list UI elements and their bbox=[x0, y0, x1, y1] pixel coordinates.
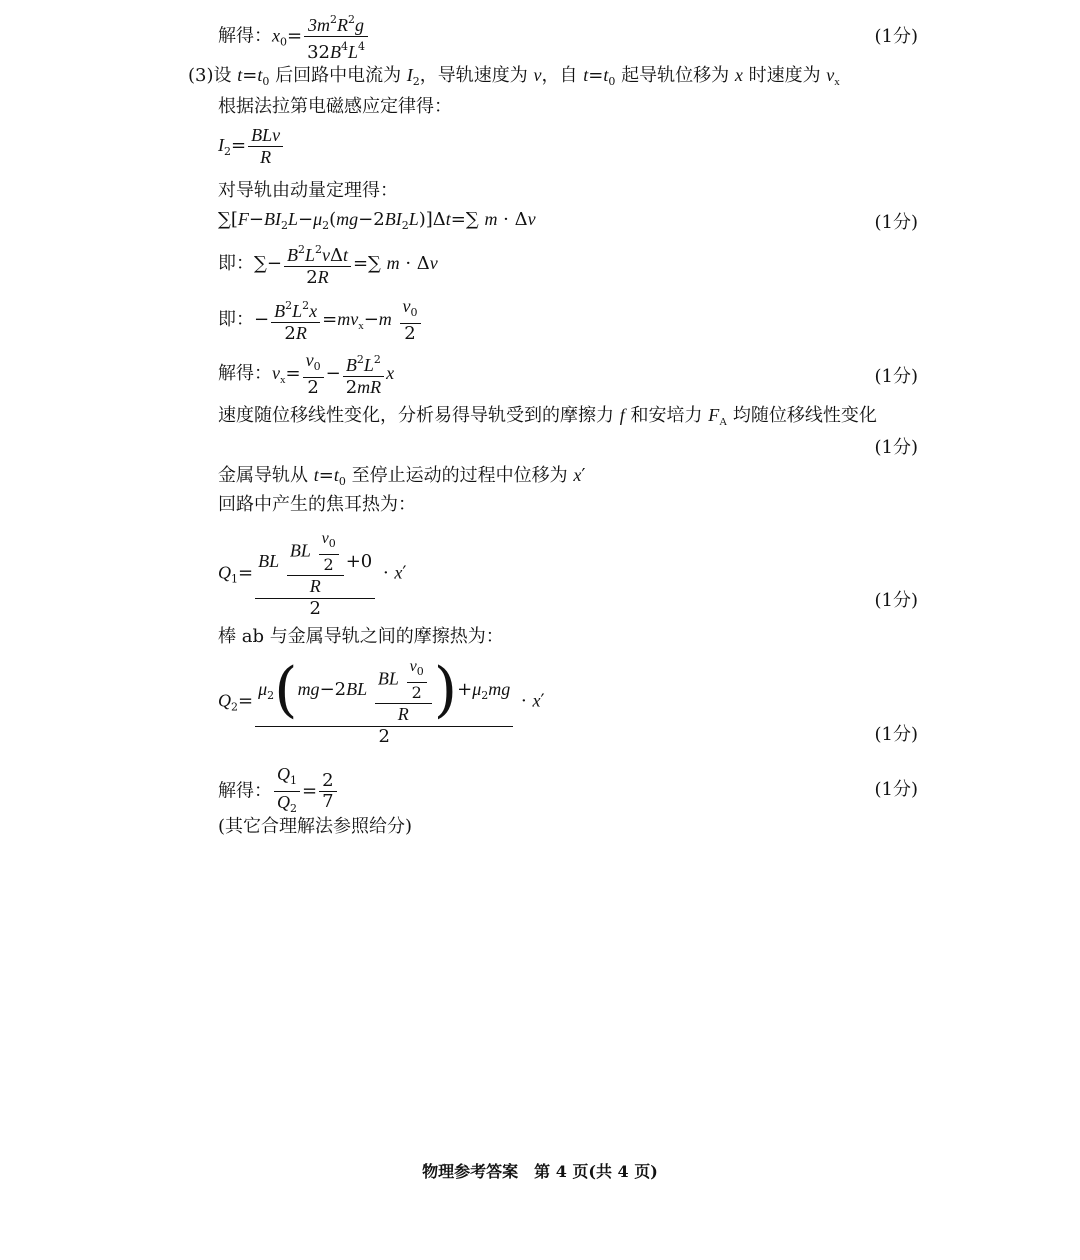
score-4: (1分) bbox=[874, 437, 918, 458]
page-footer: 物理参考答案 第 4 页(共 4 页) bbox=[422, 1162, 658, 1181]
text-jiede: 解得： bbox=[218, 25, 272, 47]
equation-x0: 解得：$x_0=$ $\frac{3m^2R^2g}{32B^4L^4}$ bbox=[218, 10, 370, 63]
momentum-text: 对导轨由动量定理得： bbox=[218, 180, 398, 201]
equation-momentum: $\sum[F-BI_2L-\mu_2(mg-2BI_2L)]\Delta t=\sum$ m · Δv bbox=[218, 209, 536, 232]
faraday-text: 根据法拉第电磁感应定律得： bbox=[218, 96, 452, 117]
linear-text: 速度随位移线性变化，分析易得导轨受到的摩擦力 f 和安培力 $F_A$ 均随位移线性变化 bbox=[218, 405, 877, 428]
equation-q1: $Q_1=$ BL BL $\frac{v_0}{2}$ R +0 2 · x′ bbox=[218, 530, 407, 619]
joule-text: 回路中产生的焦耳热为： bbox=[218, 494, 416, 515]
score-6: (1分) bbox=[874, 724, 918, 745]
equation-q2: $Q_2=$ $\mu_2(mg-2BL$ BL $\frac{v_0}{2}$ R )$+\mu_2mg$ 2 · x′ bbox=[218, 655, 545, 747]
equation-ratio: 解得： $\frac{Q_1}{Q_2}$ = $\frac{2}{7}$ bbox=[218, 764, 339, 819]
equation-sum: 即：∑− $\frac{B^2L^2v\Delta t}{2R}$ =∑ m · Δv bbox=[218, 240, 438, 288]
score-1: (1分) bbox=[874, 26, 918, 47]
score-2: (1分) bbox=[874, 212, 918, 233]
score-7: (1分) bbox=[874, 779, 918, 800]
equation-vx: 解得：$v_x=$ $\frac{v_0}{2}$ − $\frac{B^2L^2}{2mR}$ x bbox=[218, 350, 395, 398]
friction-heat-text: 棒 ab 与金属导轨之间的摩擦热为： bbox=[218, 626, 504, 647]
score-5: (1分) bbox=[874, 590, 918, 611]
other-solutions-note: (其它合理解法参照给分) bbox=[218, 816, 413, 837]
equation-i2: $I_2=$ $\frac{\text{BLv}}{R}$ bbox=[218, 125, 285, 167]
part3-intro: (3)设 $t=t_0$ 后回路中电流为 $I_2$，导轨速度为 v，自 $t=t_0$ 起导轨位移为 x 时速度为 $v_x$ bbox=[188, 65, 840, 88]
displacement-text: 金属导轨从 $t=t_0$ 至停止运动的过程中位移为 x′ bbox=[218, 465, 586, 488]
equation-integrated: 即：− $\frac{B^2L^2x}{2R}$ $=mv_x-m$ $\frac{v_0}{2}$ bbox=[218, 296, 423, 344]
score-3: (1分) bbox=[874, 366, 918, 387]
